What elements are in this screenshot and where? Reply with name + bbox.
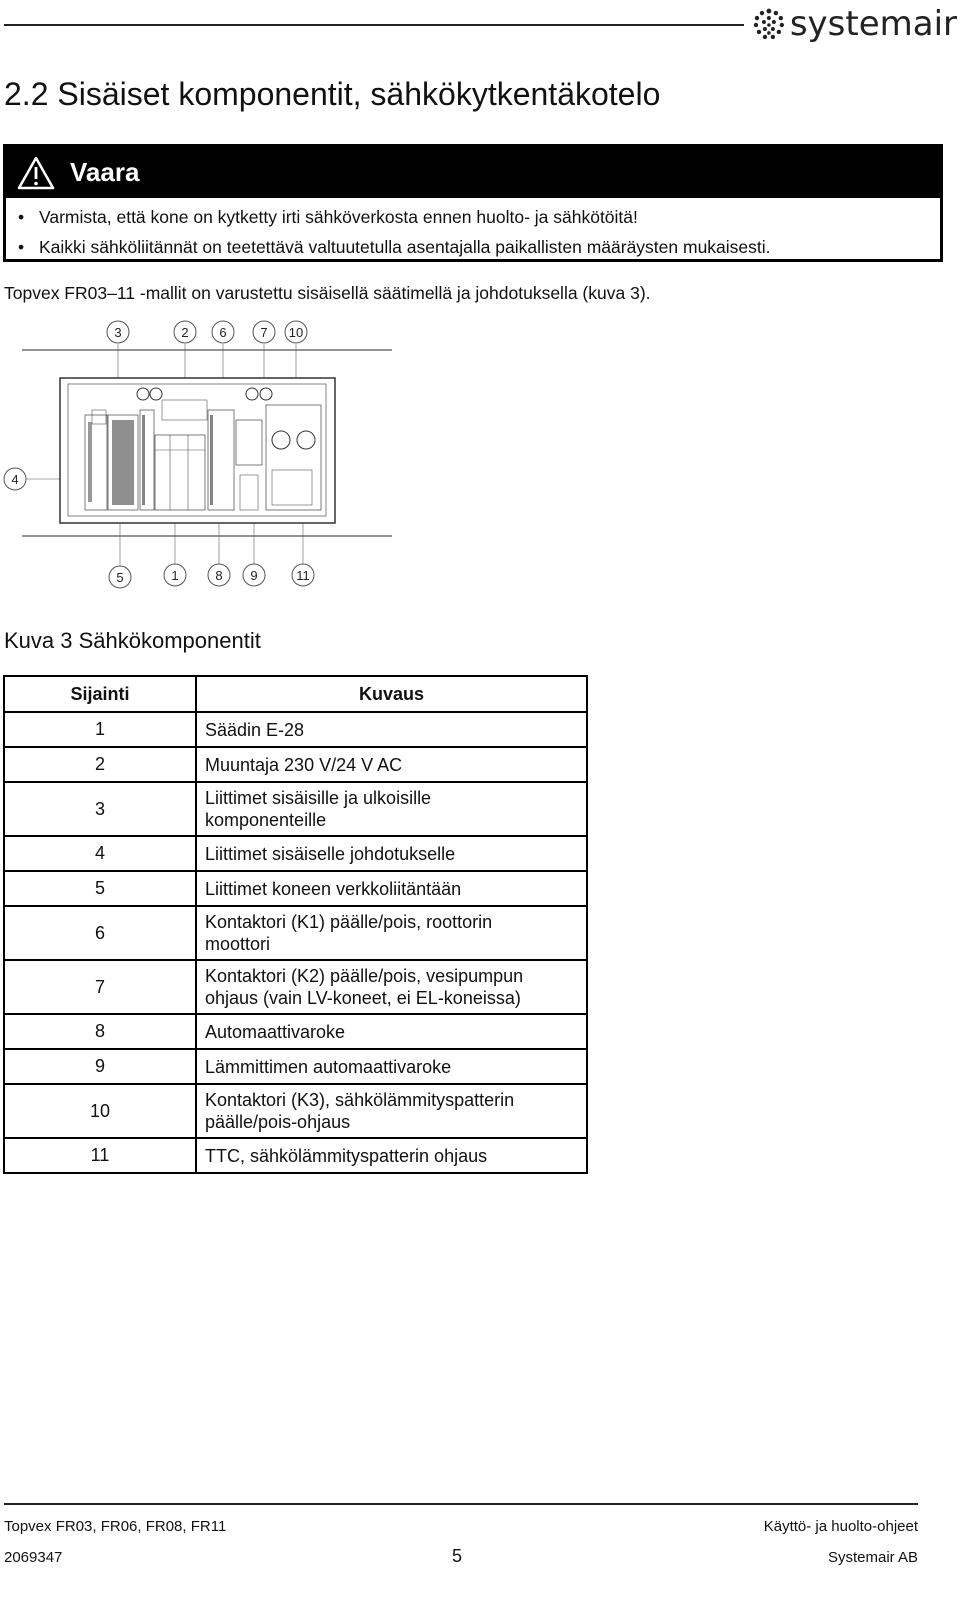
- table-row: [4, 712, 587, 747]
- warning-item: • Kaikki sähköliitännät on teetettävä valtuutetulla asentajalla paikallisten määräysten mukaisesti.: [6, 232, 940, 262]
- cell-description: Liittimet koneen verkkoliitäntään: [196, 871, 587, 906]
- table-row: [4, 1014, 587, 1049]
- callout-label: 7: [260, 325, 268, 340]
- footer-doc-number: 2069347: [4, 1549, 63, 1566]
- page-number: 5: [452, 1546, 463, 1566]
- table-row: [4, 871, 587, 906]
- page-heading: 2.2 Sisäiset komponentit, sähkökytkentäkotelo: [4, 76, 661, 112]
- cell-description: Kontaktori (K3), sähkölämmityspatterin päälle/pois-ohjaus: [196, 1084, 587, 1138]
- cell-description: Kontaktori (K1) päälle/pois, roottorin moottori: [196, 906, 587, 960]
- cell-description: TTC, sähkölämmityspatterin ohjaus: [196, 1138, 587, 1173]
- figure-caption: Kuva 3 Sähkökomponentit: [4, 628, 261, 653]
- table-row: [4, 1049, 587, 1084]
- callout-label: 9: [250, 568, 258, 583]
- cell-description: Muuntaja 230 V/24 V AC: [196, 747, 587, 782]
- logo-dots-icon: [752, 7, 786, 41]
- cell-position: 3: [4, 782, 196, 836]
- footer-company: Systemair AB: [827, 1549, 918, 1566]
- table-row: [4, 1084, 587, 1138]
- callout-label: 10: [288, 325, 304, 340]
- cell-position: 4: [4, 836, 196, 871]
- footer-rule: [4, 1503, 918, 1505]
- cell-description: Automaattivaroke: [196, 1014, 587, 1049]
- callout-label: 8: [215, 568, 223, 583]
- warning-list: [6, 202, 940, 262]
- warning-box: [3, 144, 943, 262]
- table-row: [4, 960, 587, 1014]
- table-row: [4, 836, 587, 871]
- cell-description: Liittimet sisäiselle johdotukselle: [196, 836, 587, 871]
- cell-position: 8: [4, 1014, 196, 1049]
- cell-description: Kontaktori (K2) päälle/pois, vesipumpun ohjaus (vain LV-koneet, ei EL-koneissa): [196, 960, 587, 1014]
- cell-description: Lämmittimen automaattivaroke: [196, 1049, 587, 1084]
- brand-logo: [752, 0, 957, 48]
- column-header-description: Kuvaus: [196, 676, 587, 712]
- callout-label: 2: [181, 325, 189, 340]
- callout-label: 6: [219, 325, 227, 340]
- table-header-row: [4, 676, 587, 712]
- callout-label: 11: [296, 568, 310, 583]
- warning-item: • Varmista, että kone on kytketty irti sähköverkosta ennen huolto- ja sähkötöitä!: [6, 202, 940, 232]
- header-rule: [4, 24, 744, 26]
- table-row: [4, 782, 587, 836]
- footer-doc-type: Käyttö- ja huolto-ohjeet: [763, 1518, 918, 1535]
- panel-drawing: [0, 310, 420, 600]
- electrical-panel-figure: [0, 310, 420, 600]
- table-row: [4, 747, 587, 782]
- warning-triangle-icon: [16, 153, 60, 193]
- callout-label: 3: [114, 325, 122, 340]
- cell-description: Säädin E-28: [196, 712, 587, 747]
- component-table: [3, 675, 588, 1174]
- cell-position: 1: [4, 712, 196, 747]
- cell-position: 11: [4, 1138, 196, 1173]
- brand-name: systemair: [789, 4, 957, 44]
- cell-position: 2: [4, 747, 196, 782]
- intro-text: Topvex FR03–11 -mallit on varustettu sisäisellä säätimellä ja johdotuksella (kuva 3).: [4, 283, 651, 303]
- callout-label: 1: [171, 568, 179, 583]
- column-header-position: Sijainti: [4, 676, 196, 712]
- cell-description: Liittimet sisäisille ja ulkoisille komponenteille: [196, 782, 587, 836]
- cell-position: 9: [4, 1049, 196, 1084]
- cell-position: 6: [4, 906, 196, 960]
- cell-position: 10: [4, 1084, 196, 1138]
- cell-position: 5: [4, 871, 196, 906]
- table-row: [4, 1138, 587, 1173]
- warning-header: [6, 147, 940, 198]
- callout-label: 4: [11, 472, 19, 487]
- warning-title: Vaara: [70, 157, 140, 187]
- footer-product: Topvex FR03, FR06, FR08, FR11: [4, 1518, 227, 1535]
- table-row: [4, 906, 587, 960]
- cell-position: 7: [4, 960, 196, 1014]
- callout-label: 5: [116, 570, 124, 585]
